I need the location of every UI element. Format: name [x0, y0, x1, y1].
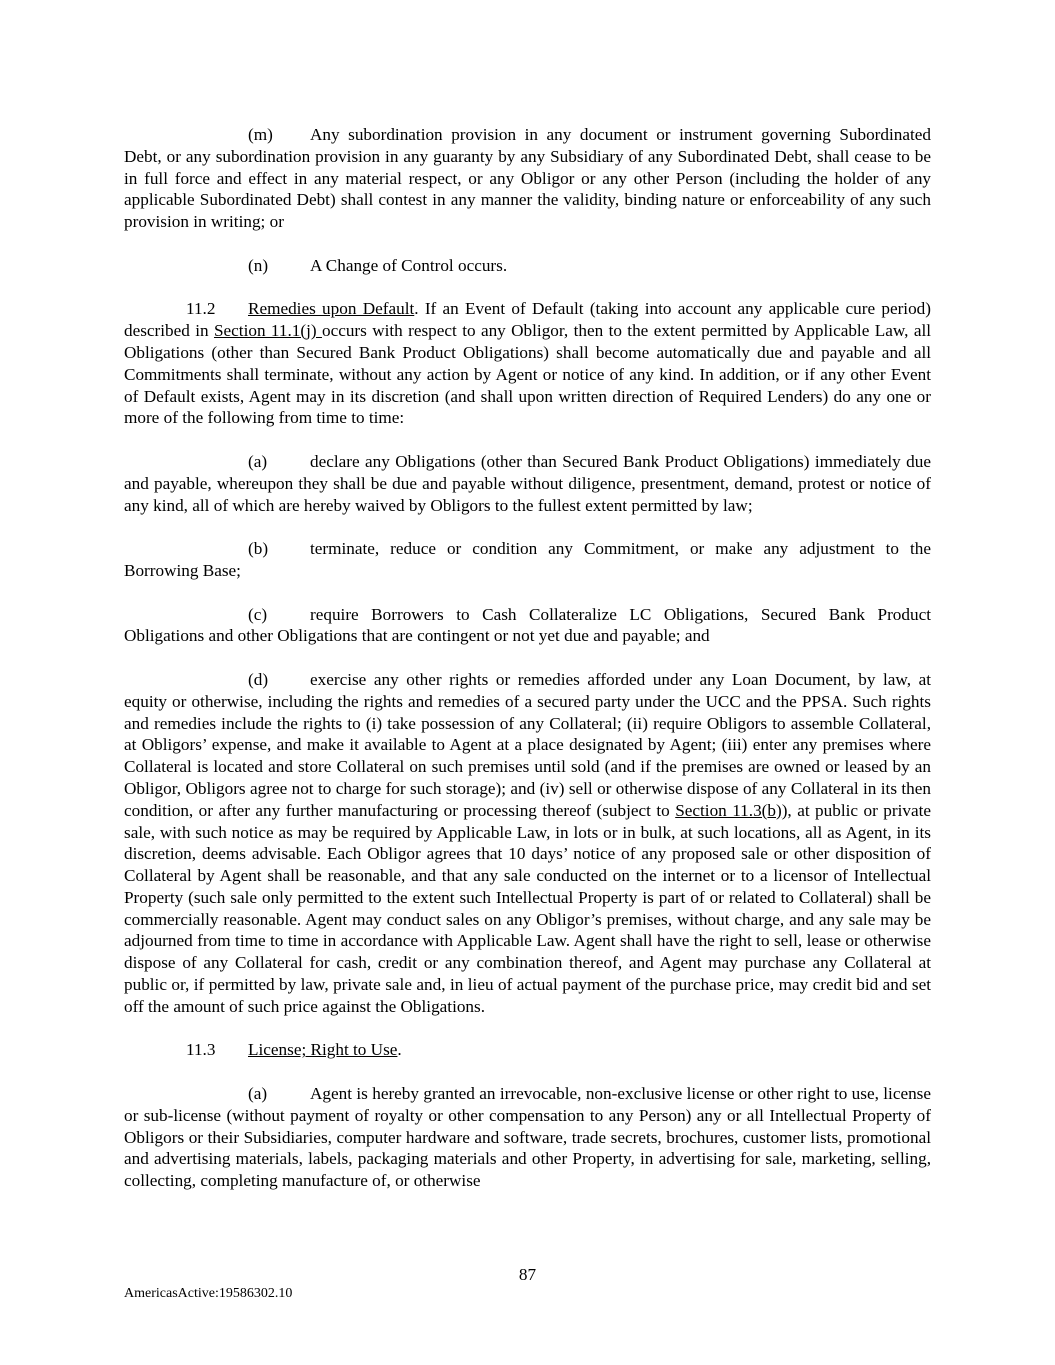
- clause-label: (m): [248, 125, 273, 144]
- clause-11-3-a: [124, 1083, 931, 1192]
- clause-a: [124, 451, 931, 516]
- clause-text: Any subordination provision in any document or instrument governing Subordinated Debt, or any subordination provision in any guaranty by any Subsidiary of any Subordinated Debt, shall cease to be in full force and effect in any material respect, or any Obligor or any other Person (including the holder of any applicable Subordinated Debt) shall contest in any manner the validity, binding nature or enforceability of any such provision in writing; or: [124, 125, 931, 232]
- clause-label: (n): [248, 255, 269, 275]
- clause-text: ), at public or private sale, with such notice as may be required by Applicable Law, in lots or in bulk, at such locations, all as Agent, in its discretion, deems advisable. Each Obligor agrees that 10 days’ notice of any proposed sale or other disposition of Collateral by Agent shall be reasonable, and that any sale conducted on the internet or to a licensor of Intellectual Property (such sale only permitted to the extent such Intellectual Property is part of or related to Collateral) shall be commercially reasonable. Agent may conduct sales on any Obligor’s premises, without charge, and any sale may be adjourned from time to time in accordance with Applicable Law. Agent shall have the right to sell, lease or otherwise dispose of any Collateral for cash, credit or any combination thereof, and Agent may purchase any Collateral at public or, if permitted by law, private sale and, in lieu of actual payment of the purchase price, may credit bid and set off the amount of such price against the Obligations.: [124, 800, 931, 1016]
- section-reference: Section 11.3(b): [675, 800, 782, 820]
- clause-text: A Change of Control occurs.: [310, 255, 508, 275]
- section-heading-tail: .: [397, 1040, 402, 1060]
- clause-d: [124, 669, 931, 1018]
- clause-label: (a): [248, 451, 268, 471]
- clause-text: require Borrowers to Cash Collateralize LC Obligations, Secured Bank Product Obligations and other Obligations that are contingent or not yet due and payable; and: [124, 604, 931, 646]
- clause-text: declare any Obligations (other than Secured Bank Product Obligations) immediately due and payable, whereupon they shall be due and payable without diligence, presentment, demand, protest or notice of any kind, all of which are hereby waived by Obligors to the fullest extent permitted by law;: [124, 451, 931, 515]
- section-number: 11.3: [186, 1040, 216, 1060]
- clause-m: [124, 124, 931, 233]
- clause-text: exercise any other rights or remedies afforded under any Loan Document, by law, at equity or otherwise, including the rights and remedies of a secured party under the UCC and the PPSA. Such rights and remedies include the rights to (i) take possession of any Collateral; (ii) require Obligors to assemble Collateral, at Obligors’ expense, and make it available to Agent at a place designated by Agent; (iii) enter any premises where Collateral is located and store Collateral on such premises until sold (and if the premises are owned or leased by an Obligor, Obligors agree not to charge for such storage); and (iv) sell or otherwise dispose of any Collateral in its then condition, or after any further manufacturing or processing thereof (subject to: [124, 669, 931, 820]
- section-11-2: [124, 298, 931, 429]
- clause-n: [124, 255, 931, 277]
- clause-text: Agent is hereby granted an irrevocable, non-exclusive license or other right to use, license or sub-license (without payment of royalty or other compensation to any Person) any or all Intellectual Property of Obligors or their Subsidiaries, computer hardware and software, trade secrets, brochures, customer lists, promotional and advertising materials, labels, packaging materials and other Property, in advertising for sale, marketing, selling, collecting, completing manufacture of, or otherwise: [124, 1084, 931, 1191]
- section-text: occurs with respect to any Obligor, then to the extent permitted by Applicable Law, all Obligations (other than Secured Bank Product Obligations) shall become automatically due and payable and all Commitments shall terminate, without any action by Agent or notice of any kind. In addition, or if any other Event of Default exists, Agent may in its discretion (and shall upon written direction of Required Lenders) do any one or more of the following from time to time:: [124, 321, 931, 428]
- clause-text: terminate, reduce or condition any Commitment, or make any adjustment to the Borrowing Base;: [124, 539, 931, 580]
- document-id-footer: AmericasActive:19586302.10: [124, 1286, 293, 1301]
- section-text: . If an Event of Default (taking into account any applicable cure period) described in: [124, 299, 931, 341]
- clause-label: (c): [248, 604, 268, 624]
- section-number: 11.2: [186, 299, 216, 319]
- clause-label: (d): [248, 669, 269, 689]
- section-heading: Remedies upon Default: [248, 299, 415, 319]
- clause-label: (b): [248, 539, 269, 559]
- section-reference: Section 11.1(j): [213, 321, 322, 341]
- section-heading: License; Right to Use: [248, 1040, 398, 1060]
- page-number: 87: [518, 1265, 537, 1284]
- clause-c: [124, 604, 931, 648]
- clause-b: [124, 538, 931, 582]
- document-body: [124, 124, 931, 1214]
- clause-label: (a): [248, 1084, 268, 1104]
- section-11-3: [124, 1039, 931, 1061]
